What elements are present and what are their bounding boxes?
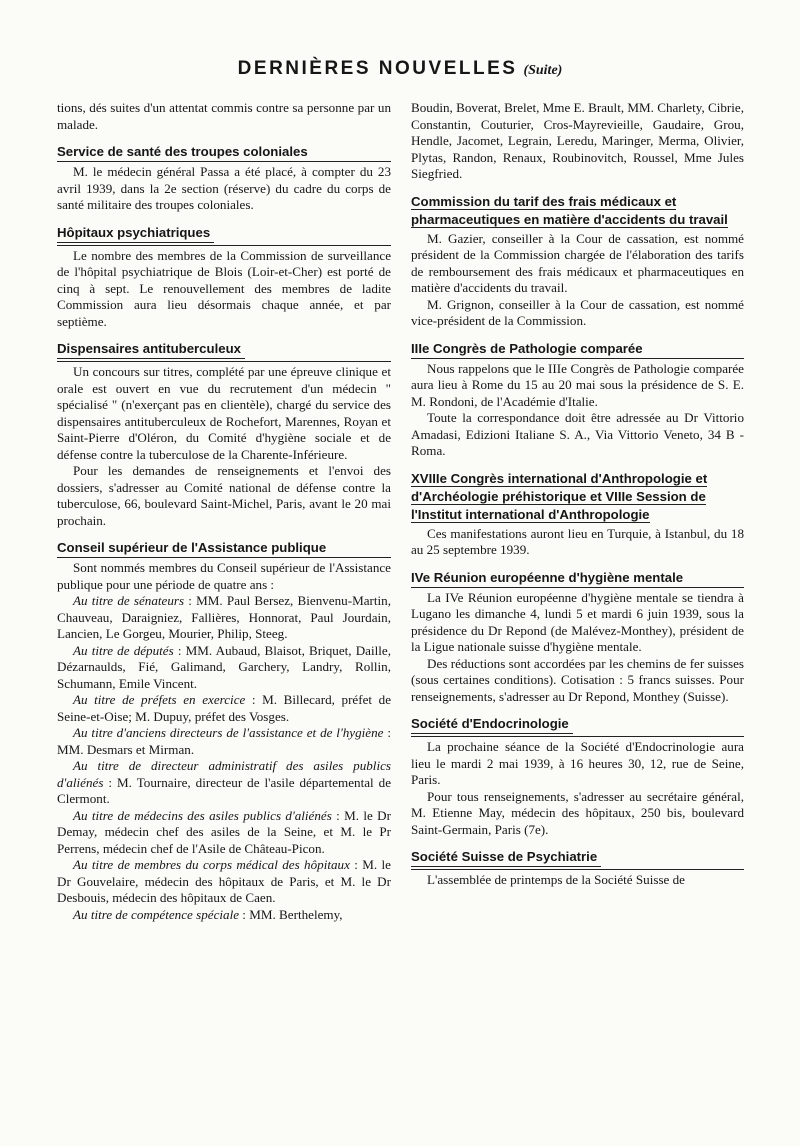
right-column (411, 100, 744, 889)
section-heading-text: Commission du tarif des frais médicaux et pharmaceutiques en matière d'accidents du travail (411, 193, 728, 227)
appointment-names: : M. le Dr Demay, médecin chef des asiles de la Seine, et M. le Pr Perrens, médecin chef de l'Asile de Château-Picon. (57, 807, 391, 856)
page-title: DERNIÈRES NOUVELLES (237, 58, 518, 79)
appointment-names: : MM. Desmars et Mirman. (57, 725, 391, 757)
appointment-names: : MM. Aubaud, Blaisot, Briquet, Daille, Dézarnaulds, Fié, Galimand, Garchery, Landry, Rollin, Schumann, Emile Vincent. (57, 642, 391, 691)
appointment-names: : MM. Berthelemy, (239, 906, 343, 922)
appointment-category: Au titre de directeur administratif des asiles publics d'aliénés (57, 758, 391, 790)
appointment-category: Au titre de sénateurs (73, 593, 185, 608)
body-paragraph: Toute la correspondance doit être adressée au Dr Vittorio Amadasi, Edizioni Italiane S. A., Via Vittorio Veneto, 34 B - Roma. (411, 410, 744, 458)
appointment-names: : M. le Dr Gouvelaire, médecin des hôpitaux de Paris, et M. le Dr Desbouis, médecin des hôpitaux de Caen. (57, 857, 391, 905)
body-paragraph: M. Gazier, conseiller à la Cour de cassation, est nommé président de la Commission chargée de l'élaboration des tarifs de remboursement des frais médicaux et pharmaceutiques en matière d'accidents du travail. (411, 230, 744, 295)
body-paragraph: Le nombre des membres de la Commission de surveillance de l'hôpital psychiatrique de Blois (Loir-et-Cher) est porté de cinq à sept. Le renouvellement des membres de ladite Commission aura lieu désormais chaque année, et par septième. (57, 247, 391, 329)
section-rule (57, 245, 391, 246)
body-paragraph: Ces manifestations auront lieu en Turquie, à Istanbul, du 18 au 25 septembre 1939. (411, 525, 744, 557)
appointment-category: Au titre de députés (73, 642, 174, 658)
body-paragraph: tions, dés suites d'un attentat commis contre sa personne par un malade. (57, 100, 391, 132)
section-rule (411, 869, 744, 870)
section-heading: Conseil supérieur de l'Assistance publique (57, 539, 391, 558)
left-column (57, 100, 391, 923)
section-heading: Dispensaires antituberculeux (57, 340, 245, 359)
page-subtitle: (Suite) (523, 63, 563, 78)
body-paragraph: La IVe Réunion européenne d'hygiène mentale se tiendra à Lugano les dimanche 4, lundi 5 et mardi 6 juin 1939, sous la présidence du Dr Repond (de Malévez-Monthey), président de la Ligue nationale suisse d'hygiène mentale. (411, 589, 744, 654)
body-paragraph: M. Grignon, conseiller à la Cour de cassation, est nommé vice-président de la Commission. (411, 296, 744, 328)
body-paragraph: Un concours sur titres, complété par une épreuve clinique et orale est ouvert en vue du recrutement d'un médecin " spécialisé " (n'exerçant pas en clientèle), chargé du service des dispensaires antituberculeux de Rochefort, Marennes, Royan et Saint-Pierre d'Oléron, du Comité d'hygiène sociale et de défense contre la tuberculose de la Charente-Inférieure. (57, 364, 391, 462)
section-heading (411, 470, 744, 524)
appointment-paragraph (57, 643, 391, 693)
section-rule (411, 736, 744, 737)
body-paragraph: Pour les demandes de renseignements et l'envoi des dossiers, s'adresser au Comité national de défense contre la tuberculose, 66, boulevard Saint-Michel, Paris, avant le 20 mai prochain. (57, 463, 391, 528)
appointment-names: : M. Billecard, préfet de Seine-et-Oise; M. Dupuy, préfet des Vosges. (57, 692, 392, 724)
body-paragraph: L'assemblée de printemps de la Société Suisse de (427, 872, 685, 887)
section-heading: Hôpitaux psychiatriques (57, 224, 214, 243)
appointment-paragraph (57, 808, 391, 858)
appointment-names: : M. Tournaire, directeur de l'asile départemental de Clermont. (57, 774, 391, 806)
body-paragraph: Des réductions sont accordées par les chemins de fer suisses (sous certaines conditions). Cotisation : 5 francs suisses. Pour renseignements, s'adresser au Dr Repond, Monthey (Suisse). (411, 655, 744, 704)
appointment-paragraph (57, 725, 391, 758)
section-heading: Société d'Endocrinologie (411, 715, 573, 734)
appointment-category: Au titre de médecins des asiles publics d'aliénés (73, 807, 332, 823)
appointment-names: : MM. Paul Bersez, Bienvenu-Martin, Chauveau, Daraigniez, Fallières, Honnorat, Paul Jourdain, Lancien, Le Gorgeu, Mourier, Philip, Steeg. (57, 593, 391, 641)
appointment-paragraph (57, 758, 391, 808)
body-paragraph: Nous rappelons que le IIIe Congrès de Pathologie comparée aura lieu à Rome du 15 au 20 mai sous la présidence de S. E. M. Rondoni, de l'Académie d'Italie. (411, 360, 744, 409)
body-paragraph: Sont nommés membres du Conseil supérieur de l'Assistance publique pour une période de quatre ans : (57, 560, 391, 592)
section-heading: Société Suisse de Psychiatrie (411, 848, 601, 867)
appointment-category: Au titre de membres du corps médical des hôpitaux (73, 857, 350, 872)
section-heading: Service de santé des troupes coloniales (57, 143, 391, 162)
section-heading: IIIe Congrès de Pathologie comparée (411, 340, 744, 359)
body-paragraph: M. le médecin général Passa a été placé, à compter du 23 avril 1939, dans la 2e section (réserve) du cadre du corps de santé militaire des troupes coloniales. (57, 164, 391, 212)
appointment-paragraph (57, 692, 391, 725)
page-header (0, 58, 800, 80)
section-heading: IVe Réunion européenne d'hygiène mentale (411, 569, 744, 588)
section-heading-text: XVIIIe Congrès international d'Anthropologie et d'Archéologie préhistorique et VIIIe Session de l'Institut international d'Anthropologie (411, 470, 708, 522)
appointment-category: Au titre de compétence spéciale (73, 906, 240, 922)
body-paragraph: Boudin, Boverat, Brelet, Mme E. Brault, MM. Charlety, Cibrie, Constantin, Couturier, Cros-Mayrevieille, Gaudaire, Grou, Hendle, Jacomet, Legrain, Leredu, Maringer, Merma, Olivier, Plytas, Randon, Renaux, Roubinovitch, Roussel, Mme Jules Siegfried. (411, 100, 744, 181)
body-paragraph: Pour tous renseignements, s'adresser au secrétaire général, M. Etienne May, médecin des hôpitaux, 250 bis, boulevard Saint-Germain, Paris (7e). (411, 788, 744, 837)
body-paragraph: La prochaine séance de la Société d'Endocrinologie aura lieu le mardi 2 mai 1939, à 16 heures 30, 12, rue de Seine, Paris. (411, 739, 744, 787)
appointment-paragraph (57, 857, 391, 907)
appointment-paragraph (57, 907, 391, 924)
section-rule (57, 361, 391, 362)
appointment-paragraph (57, 593, 391, 643)
appointment-category: Au titre de préfets en exercice (73, 692, 246, 707)
appointment-category: Au titre d'anciens directeurs de l'assistance et de l'hygiène (73, 725, 384, 740)
section-heading (411, 193, 744, 229)
